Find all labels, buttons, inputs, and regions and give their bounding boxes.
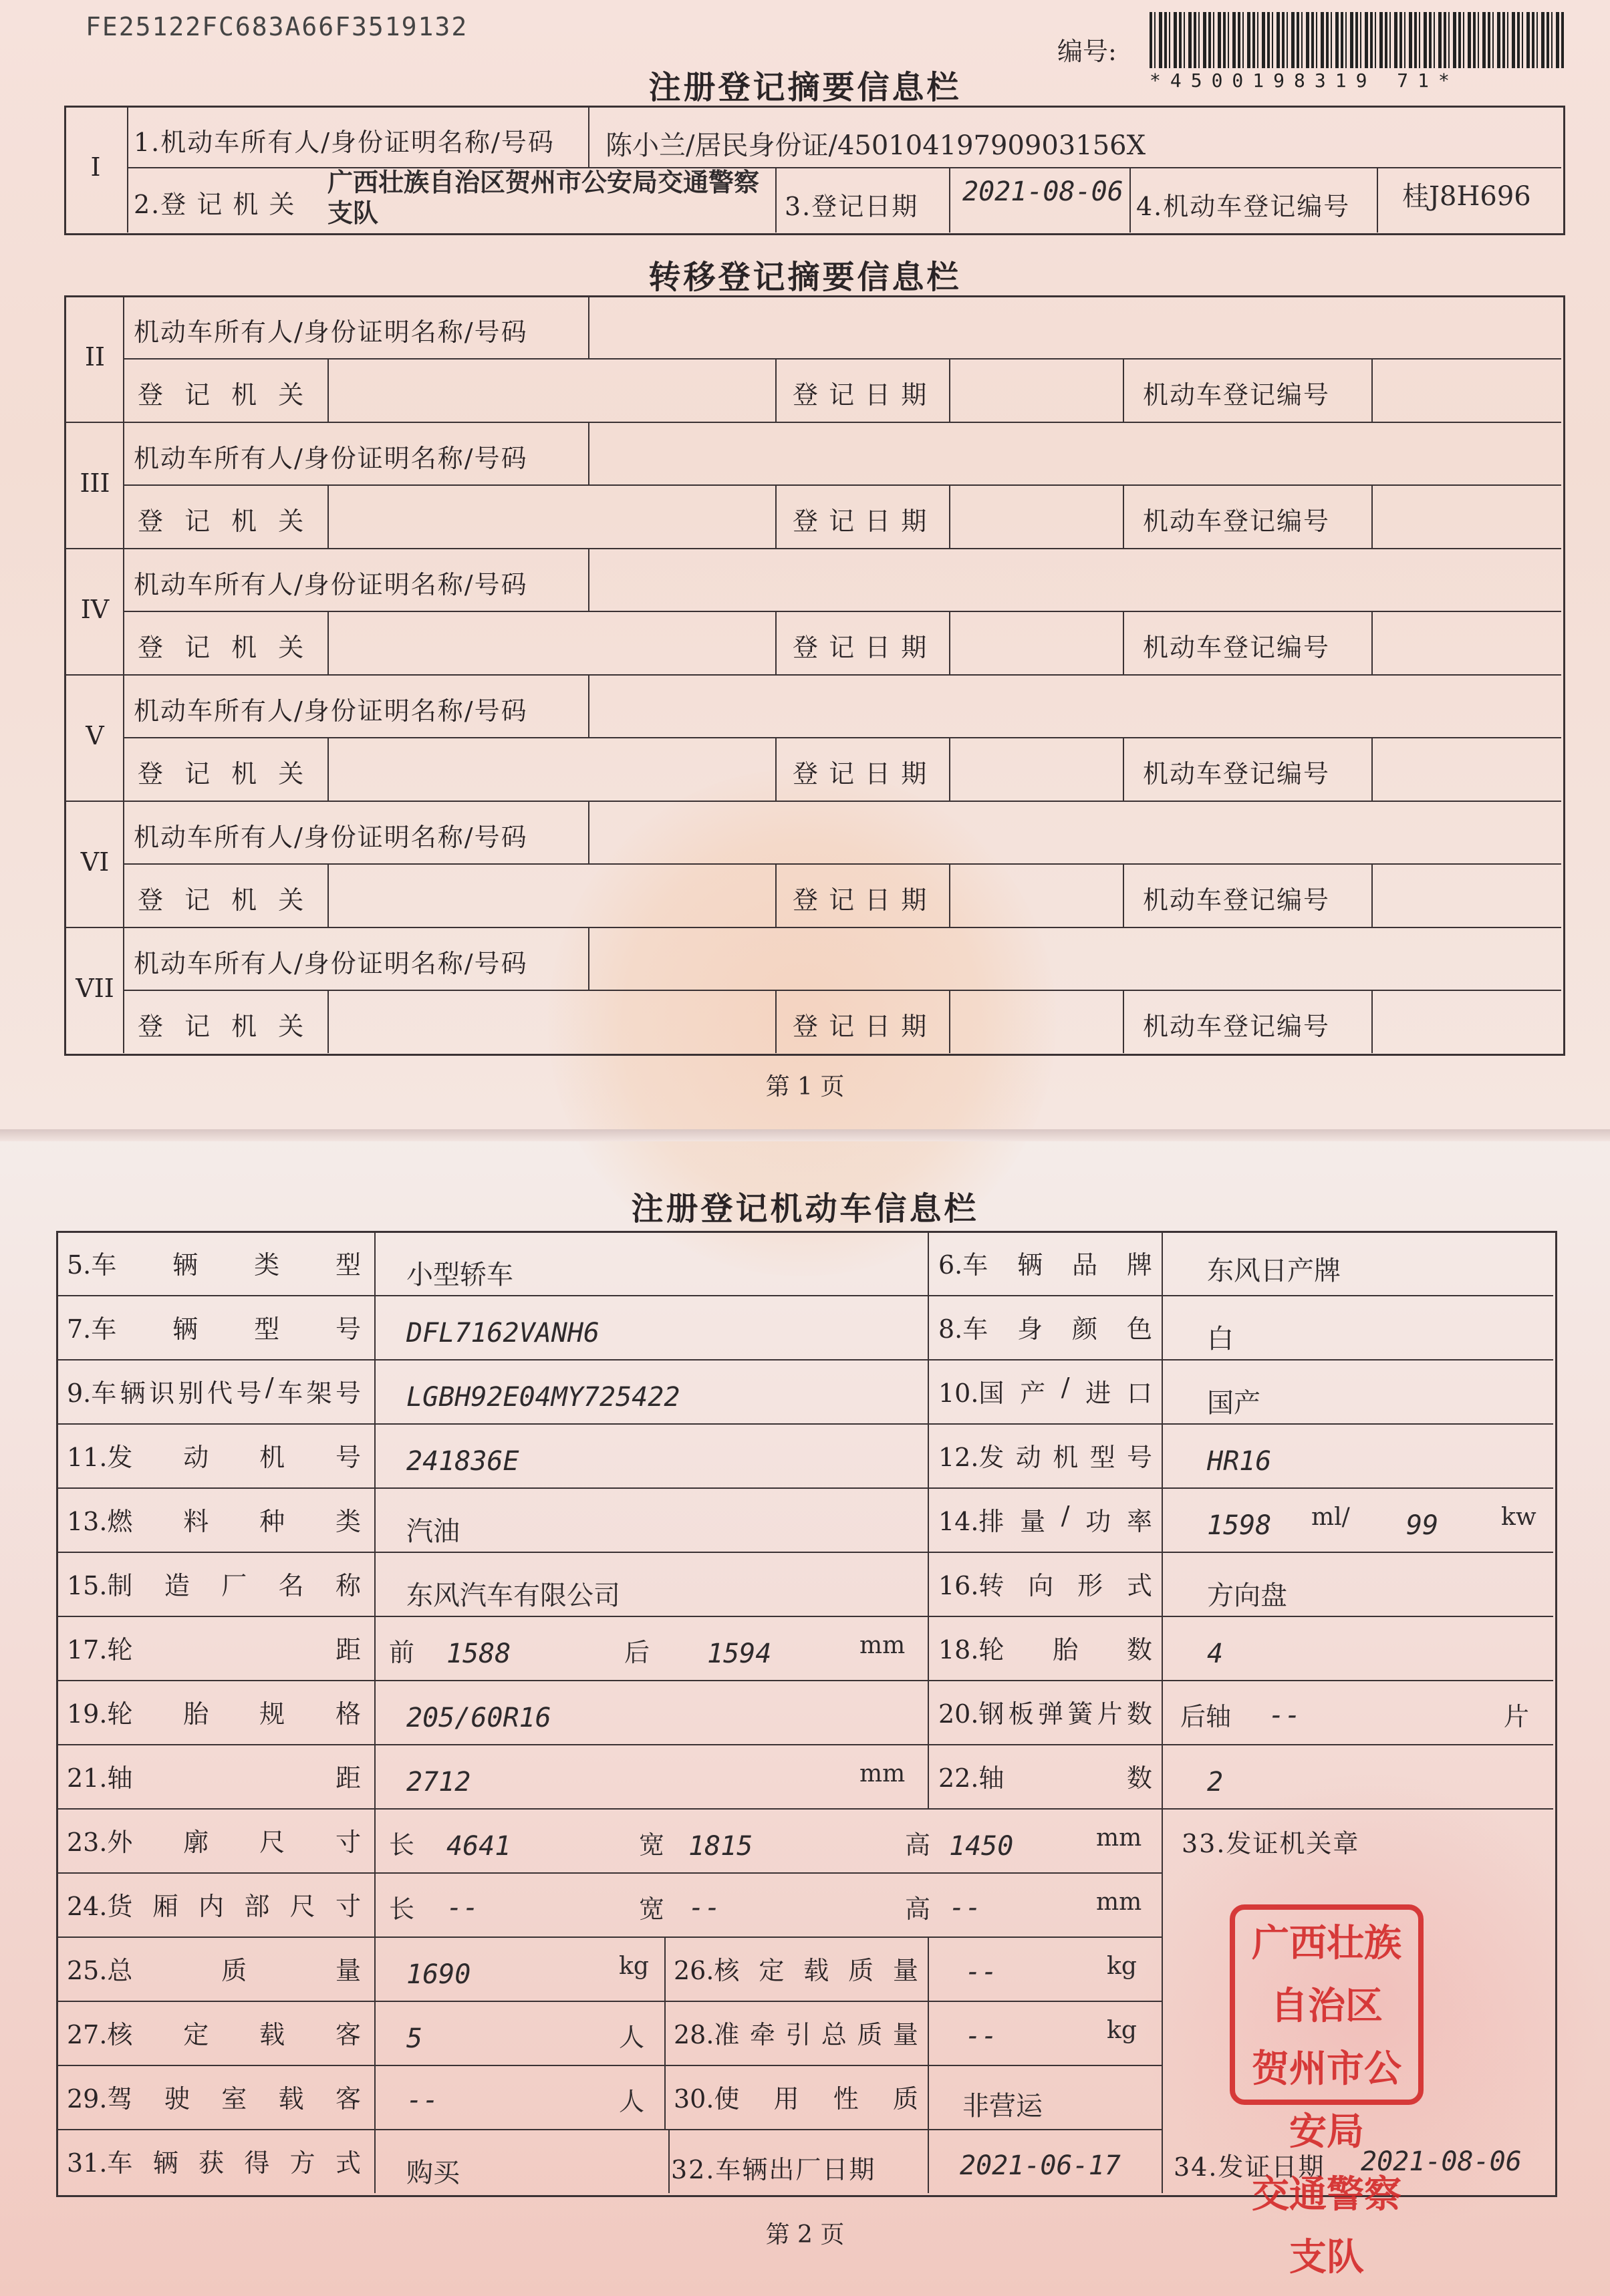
page-number-2: 第 2 页 bbox=[765, 2221, 845, 2249]
seating-unit: 人 bbox=[619, 2023, 645, 2052]
registration-date-value: 2021-08-06 bbox=[962, 176, 1123, 207]
height-value: 1450 bbox=[949, 1831, 1014, 1862]
transfer-authority-label: 登 记 机 关 bbox=[138, 633, 311, 662]
cab-capacity-value: -- bbox=[406, 2085, 439, 2116]
usage-nature-value: 非营运 bbox=[962, 2091, 1043, 2122]
front-track-value: 1588 bbox=[446, 1638, 511, 1669]
front-label: 前 bbox=[389, 1638, 415, 1667]
displacement-value: 1598 bbox=[1207, 1510, 1272, 1541]
transfer-date-label: 登 记 日 期 bbox=[793, 1012, 928, 1041]
axle-count-value: 2 bbox=[1207, 1767, 1224, 1798]
transfer-owner-label: 机动车所有人/身份证明名称/号码 bbox=[134, 444, 528, 473]
rated-load-unit: kg bbox=[1107, 1953, 1137, 1980]
steering-label: 16.转 向 形 式 bbox=[938, 1571, 1152, 1600]
axle-count-label: 22.轴 数 bbox=[938, 1763, 1152, 1793]
towing-mass-label: 28.准 牵 引 总 质 量 bbox=[674, 2020, 918, 2049]
spring-leaf-unit: 片 bbox=[1504, 1702, 1530, 1731]
usage-nature-label: 30.使 用 性 质 bbox=[674, 2084, 918, 2114]
transfer-date-label: 登 记 日 期 bbox=[793, 759, 928, 788]
registration-number-label: 4.机动车登记编号 bbox=[1136, 192, 1351, 221]
body-color-label: 8.车 身 颜 色 bbox=[938, 1314, 1152, 1344]
cab-capacity-unit: 人 bbox=[619, 2087, 645, 2116]
displacement-power-label: 14.排 量 / 功 率 bbox=[938, 1501, 1152, 1536]
transfer-regno-label: 机动车登记编号 bbox=[1143, 759, 1331, 788]
tire-spec-label: 19.轮 胎 规 格 bbox=[67, 1699, 361, 1729]
width-label: 宽 bbox=[639, 1830, 665, 1860]
transfer-owner-label: 机动车所有人/身份证明名称/号码 bbox=[134, 696, 528, 726]
track-unit: mm bbox=[859, 1632, 906, 1659]
barcode-number: *4500198319 71* bbox=[1150, 69, 1459, 92]
barcode bbox=[1150, 12, 1564, 68]
engine-model-label: 12.发 动 机 型 号 bbox=[938, 1443, 1152, 1472]
roman-numeral: VII bbox=[76, 974, 114, 1003]
transfer-regno-label: 机动车登记编号 bbox=[1143, 885, 1331, 915]
section-title-transfer-summary: 转移登记摘要信息栏 bbox=[648, 259, 962, 296]
displacement-unit: ml/ bbox=[1311, 1503, 1350, 1531]
section-title-registration-summary: 注册登记摘要信息栏 bbox=[648, 69, 962, 106]
acquisition-method-label: 31.车 辆 获 得 方 式 bbox=[67, 2148, 361, 2178]
rear-axle-label: 后轴 bbox=[1180, 1702, 1232, 1731]
steering-value: 方向盘 bbox=[1207, 1580, 1287, 1611]
rear-label: 后 bbox=[624, 1638, 650, 1667]
issue-date-label: 34.发证日期 bbox=[1174, 2152, 1325, 2182]
wheelbase-unit: mm bbox=[859, 1760, 906, 1787]
owner-value: 陈小兰/居民身份证/45010419790903156X bbox=[606, 130, 1146, 161]
roman-numeral: VI bbox=[80, 847, 110, 877]
vin-label: 9.车 辆 识 别 代 号 / 车 架 号 bbox=[67, 1373, 361, 1408]
cargo-height-value: -- bbox=[949, 1892, 982, 1923]
brand-value: 东风日产牌 bbox=[1207, 1256, 1341, 1286]
transfer-date-label: 登 记 日 期 bbox=[793, 633, 928, 662]
transfer-regno-label: 机动车登记编号 bbox=[1143, 1012, 1331, 1041]
section-title-vehicle-info: 注册登记机动车信息栏 bbox=[631, 1190, 979, 1228]
transfer-authority-label: 登 记 机 关 bbox=[138, 380, 311, 410]
transfer-owner-label: 机动车所有人/身份证明名称/号码 bbox=[134, 570, 528, 599]
transfer-regno-label: 机动车登记编号 bbox=[1143, 507, 1331, 536]
seating-capacity-value: 5 bbox=[406, 2023, 423, 2054]
seating-capacity-label: 27.核 定 载 客 bbox=[67, 2020, 361, 2049]
authority-value: 广西壮族自治区贺州市公安局交通警察支队 bbox=[327, 167, 760, 228]
cargo-length-value: -- bbox=[446, 1892, 479, 1923]
seal-line: 贺州市公安局 bbox=[1252, 2047, 1401, 2154]
transfer-date-label: 登 记 日 期 bbox=[793, 885, 928, 915]
body-color-value: 白 bbox=[1207, 1324, 1234, 1354]
brand-label: 6.车 辆 品 牌 bbox=[938, 1250, 1152, 1280]
towing-mass-unit: kg bbox=[1107, 2017, 1137, 2044]
transfer-regno-label: 机动车登记编号 bbox=[1143, 380, 1331, 410]
transfer-date-label: 登 记 日 期 bbox=[793, 380, 928, 410]
registration-date-label: 3.登记日期 bbox=[785, 192, 919, 221]
height-label: 高 bbox=[905, 1830, 931, 1860]
transfer-owner-label: 机动车所有人/身份证明名称/号码 bbox=[134, 317, 528, 347]
towing-mass-value: -- bbox=[965, 2021, 998, 2051]
page-number-1: 第 1 页 bbox=[765, 1073, 845, 1101]
seal-line: 广西壮族自治区 bbox=[1252, 1922, 1401, 2028]
dimension-unit: mm bbox=[1096, 1824, 1142, 1852]
seal-line: 交通警察支队 bbox=[1252, 2173, 1401, 2279]
roman-numeral: V bbox=[86, 721, 104, 750]
cab-capacity-label: 29.驾 驶 室 载 客 bbox=[67, 2084, 361, 2114]
length-value: 4641 bbox=[446, 1831, 511, 1862]
transfer-owner-label: 机动车所有人/身份证明名称/号码 bbox=[134, 949, 528, 978]
cargo-width-value: -- bbox=[688, 1892, 721, 1923]
roman-numeral: I bbox=[90, 152, 101, 182]
manufacturer-value: 东风汽车有限公司 bbox=[406, 1580, 620, 1611]
registration-number-value: 桂J8H696 bbox=[1402, 181, 1531, 212]
tire-count-label: 18.轮 胎 数 bbox=[938, 1635, 1152, 1665]
cargo-dimensions-label: 24.货 厢 内 部 尺 寸 bbox=[67, 1892, 361, 1921]
manufacture-date-label: 32.车辆出厂日期 bbox=[671, 2155, 876, 2184]
transfer-authority-label: 登 记 机 关 bbox=[138, 1012, 311, 1041]
acquisition-method-value: 购买 bbox=[406, 2158, 460, 2188]
fuel-type-value: 汽油 bbox=[406, 1516, 460, 1547]
tire-spec-value: 205/60R16 bbox=[406, 1703, 551, 1733]
number-label: 编号: bbox=[1057, 37, 1117, 66]
total-mass-label: 25.总 质 量 bbox=[67, 1956, 361, 1985]
rated-load-value: -- bbox=[965, 1957, 998, 1987]
cargo-height-label: 高 bbox=[905, 1894, 931, 1924]
power-value: 99 bbox=[1406, 1510, 1439, 1541]
engine-model-value: HR16 bbox=[1207, 1446, 1272, 1477]
vehicle-model-label: 7.车 辆 型 号 bbox=[67, 1314, 361, 1344]
spring-leaf-value: -- bbox=[1268, 1700, 1301, 1731]
outer-dimensions-label: 23.外 廓 尺 寸 bbox=[67, 1828, 361, 1857]
vin-value: LGBH92E04MY725422 bbox=[406, 1382, 680, 1413]
origin-value: 国产 bbox=[1207, 1388, 1260, 1419]
transfer-owner-label: 机动车所有人/身份证明名称/号码 bbox=[134, 823, 528, 852]
total-mass-value: 1690 bbox=[406, 1959, 471, 1990]
origin-label: 10.国 产 / 进 口 bbox=[938, 1373, 1152, 1408]
roman-numeral: III bbox=[80, 468, 110, 498]
transfer-authority-label: 登 记 机 关 bbox=[138, 759, 311, 788]
manufacture-date-value: 2021-06-17 bbox=[960, 2150, 1121, 2181]
total-mass-unit: kg bbox=[619, 1953, 649, 1980]
cargo-length-label: 长 bbox=[389, 1894, 415, 1924]
spring-leaf-label: 20.钢 板 弹 簧 片 数 bbox=[938, 1699, 1152, 1729]
rear-track-value: 1594 bbox=[707, 1638, 772, 1669]
engine-number-value: 241836E bbox=[406, 1446, 519, 1477]
vehicle-type-label: 5.车 辆 类 型 bbox=[67, 1250, 361, 1280]
transfer-regno-label: 机动车登记编号 bbox=[1143, 633, 1331, 662]
cargo-width-label: 宽 bbox=[639, 1894, 665, 1924]
fuel-type-label: 13.燃 料 种 类 bbox=[67, 1507, 361, 1536]
length-label: 长 bbox=[389, 1830, 415, 1860]
owner-label: 1.机动车所有人/身份证明名称/号码 bbox=[134, 128, 555, 157]
issue-date-value: 2021-08-06 bbox=[1361, 2146, 1522, 2177]
power-unit: kw bbox=[1501, 1503, 1536, 1531]
transfer-authority-label: 登 记 机 关 bbox=[138, 885, 311, 915]
transfer-date-label: 登 记 日 期 bbox=[793, 507, 928, 536]
wheelbase-label: 21.轴 距 bbox=[67, 1763, 361, 1793]
roman-numeral: II bbox=[84, 342, 106, 372]
rated-load-label: 26.核 定 载 质 量 bbox=[674, 1956, 918, 1985]
cargo-dimension-unit: mm bbox=[1096, 1888, 1142, 1916]
transfer-authority-label: 登 记 机 关 bbox=[138, 507, 311, 536]
tire-count-value: 4 bbox=[1207, 1638, 1224, 1669]
wheel-track-label: 17.轮 距 bbox=[67, 1635, 361, 1665]
wheelbase-value: 2712 bbox=[406, 1767, 471, 1798]
page-fold bbox=[0, 1129, 1610, 1141]
document-serial: FE25122FC683A66F3519132 bbox=[86, 12, 468, 41]
engine-number-label: 11.发 动 机 号 bbox=[67, 1443, 361, 1472]
issuing-authority-seal-label: 33.发证机关章 bbox=[1182, 1829, 1360, 1858]
vehicle-model-value: DFL7162VANH6 bbox=[406, 1318, 599, 1348]
vehicle-type-value: 小型轿车 bbox=[406, 1260, 513, 1290]
roman-numeral: IV bbox=[80, 595, 110, 624]
width-value: 1815 bbox=[688, 1831, 753, 1862]
authority-label: 2.登 记 机 关 bbox=[134, 190, 296, 219]
manufacturer-label: 15.制 造 厂 名 称 bbox=[67, 1571, 361, 1600]
